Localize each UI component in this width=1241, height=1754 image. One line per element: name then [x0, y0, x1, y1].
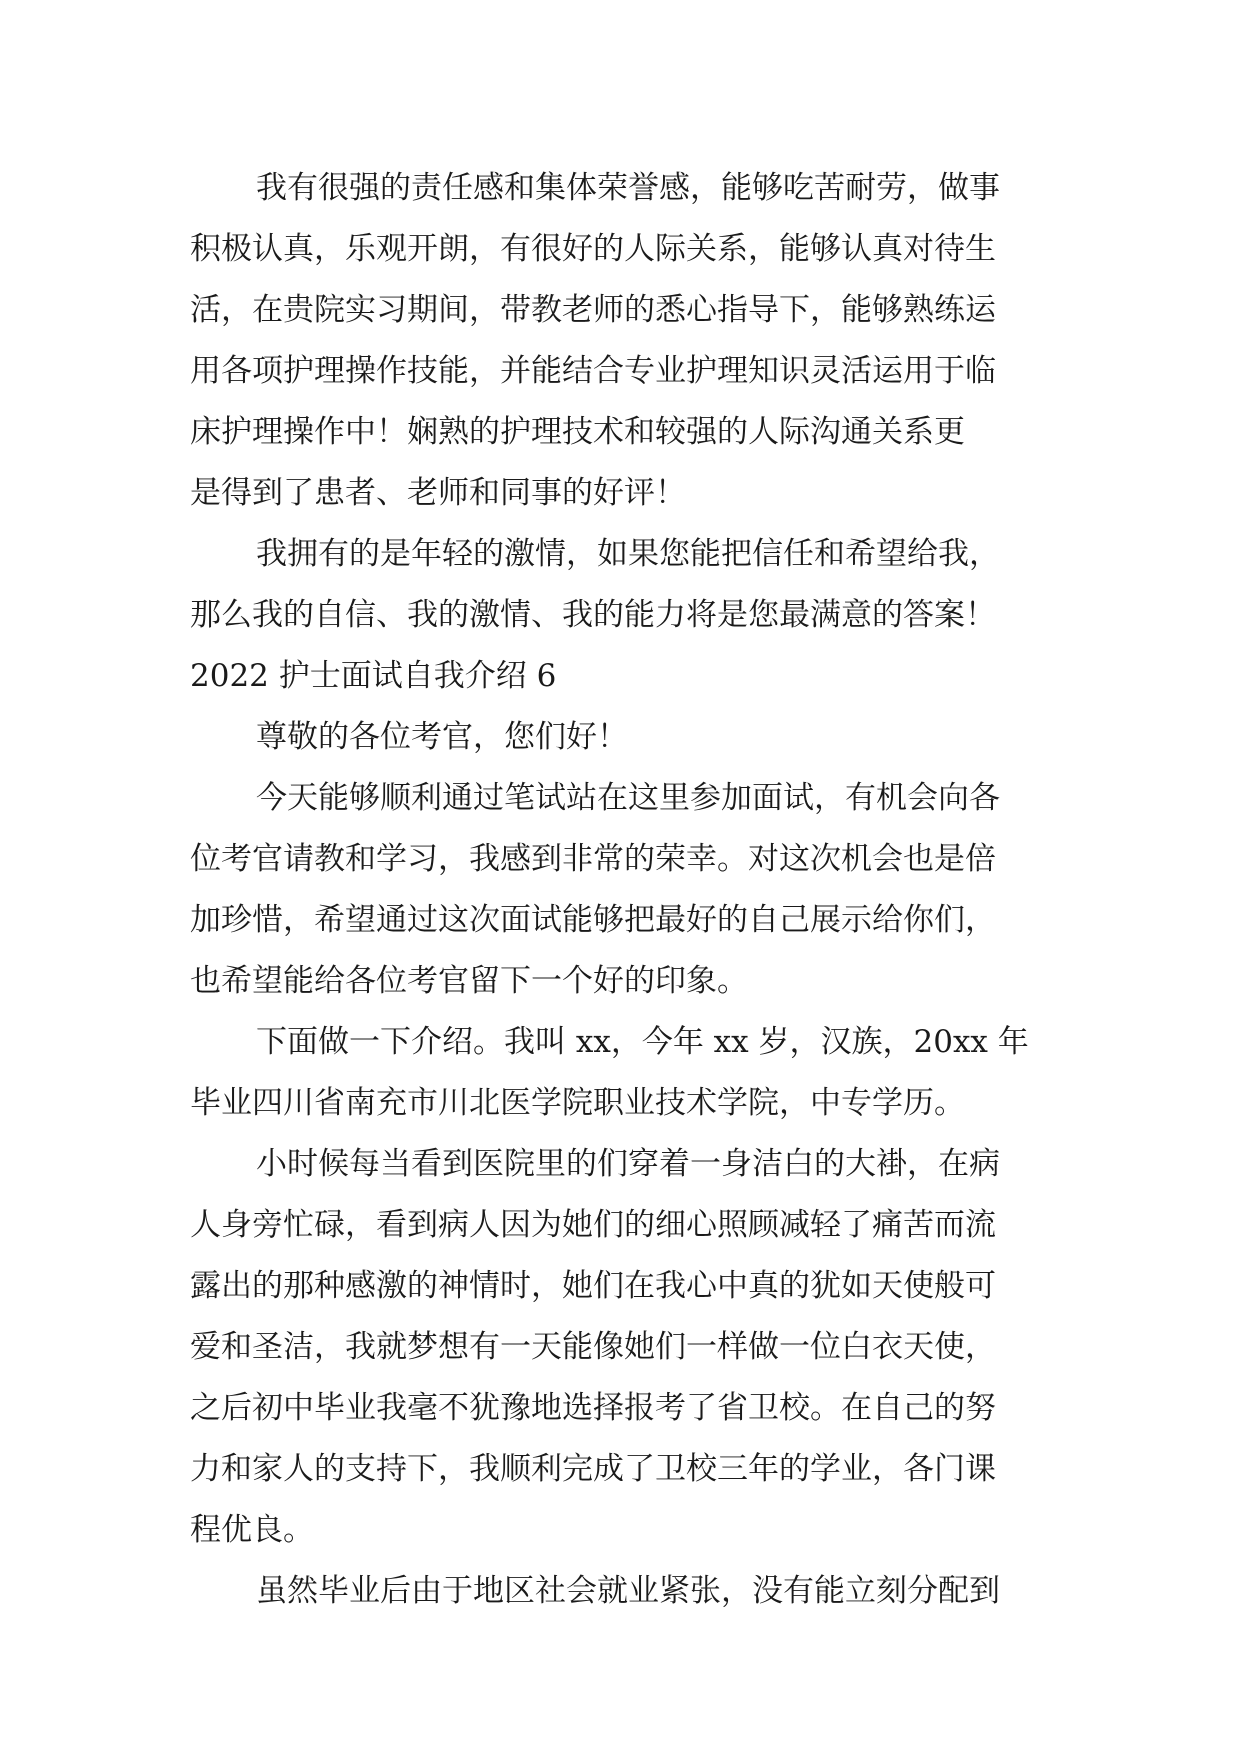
text-line: 是得到了患者、老师和同事的好评！ [190, 475, 686, 511]
text-line: 毕业四川省南充市川北医学院职业技术学院，中专学历。 [190, 1085, 965, 1121]
text-line: 露出的那种感激的神情时，她们在我心中真的犹如天使般可 [190, 1268, 996, 1304]
text-line: 今天能够顺利通过笔试站在这里参加面试，有机会向各 [256, 780, 1000, 816]
text-line: 活，在贵院实习期间，带教老师的悉心指导下，能够熟练运 [190, 292, 996, 328]
text-line: 用各项护理操作技能，并能结合专业护理知识灵活运用于临 [190, 353, 996, 389]
text-line: 下面做一下介绍。我叫 xx，今年 xx 岁，汉族，20xx 年 [256, 1024, 1029, 1060]
text-line: 力和家人的支持下，我顺利完成了卫校三年的学业，各门课 [190, 1451, 996, 1487]
text-line: 我有很强的责任感和集体荣誉感，能够吃苦耐劳，做事 [256, 170, 1000, 206]
text-line: 人身旁忙碌，看到病人因为她们的细心照顾减轻了痛苦而流 [190, 1207, 996, 1243]
text-line: 加珍惜，希望通过这次面试能够把最好的自己展示给你们， [190, 902, 996, 938]
document-body [190, 158, 1060, 1622]
text-line: 尊敬的各位考官，您们好！ [256, 719, 628, 755]
text-line: 虽然毕业后由于地区社会就业紧张，没有能立刻分配到 [256, 1573, 1000, 1609]
text-line: 床护理操作中！娴熟的护理技术和较强的人际沟通关系更 [190, 414, 965, 450]
text-line: 之后初中毕业我毫不犹豫地选择报考了省卫校。在自己的努 [190, 1390, 996, 1426]
text-line: 积极认真，乐观开朗，有很好的人际关系，能够认真对待生 [190, 231, 996, 267]
text-line: 我拥有的是年轻的激情，如果您能把信任和希望给我， [256, 536, 1000, 572]
text-line: 位考官请教和学习，我感到非常的荣幸。对这次机会也是倍 [190, 841, 996, 877]
text-line: 程优良。 [190, 1512, 314, 1548]
text-line: 爱和圣洁，我就梦想有一天能像她们一样做一位白衣天使， [190, 1329, 996, 1365]
section-heading: 2022 护士面试自我介绍 6 [190, 658, 557, 694]
text-line: 也希望能给各位考官留下一个好的印象。 [190, 963, 748, 999]
text-line: 小时候每当看到医院里的们穿着一身洁白的大褂，在病 [256, 1146, 1000, 1182]
text-line: 那么我的自信、我的激情、我的能力将是您最满意的答案！ [190, 597, 996, 633]
